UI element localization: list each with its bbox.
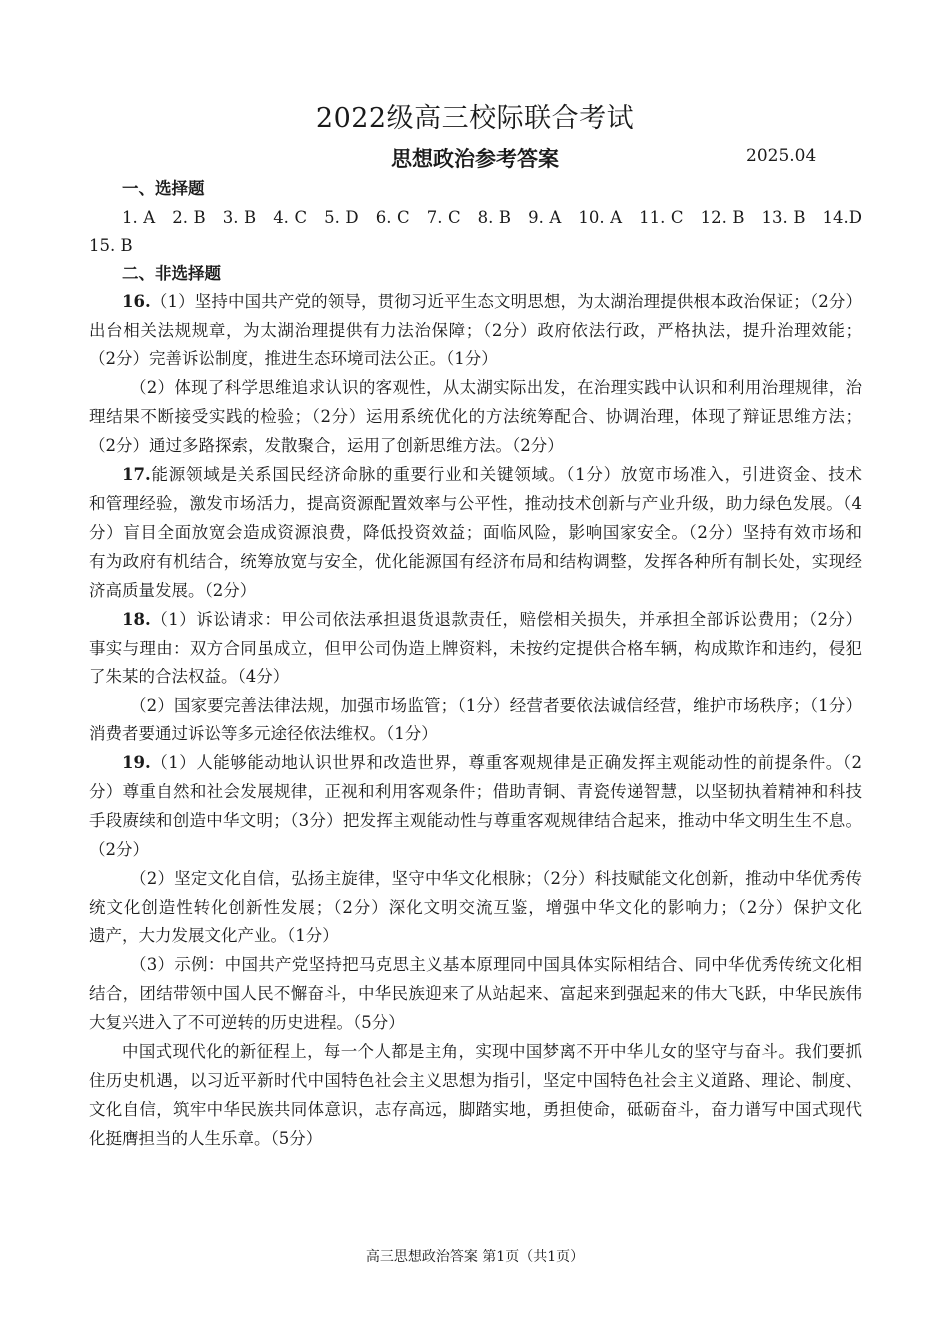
q19-line-3: 手段赓续和创造中华文明；（3分）把发挥主观能动性与尊重客观规律结合起来，推动中华文明生生不息。: [89, 811, 862, 830]
q19-line-4: （2分）: [89, 840, 149, 859]
choice-answers-line-1: 1. A 2. B 3. B 4. C 5. D 6. C 7. C 8. B 9. A 10. A 11. C 12. B 13. B 14.D: [122, 208, 862, 227]
q16-line-6: （2分）通过多路探索，发散聚合，运用了创新思维方法。（2分）: [89, 436, 564, 455]
page-footer: 高三思想政治答案 第1页（共1页）: [365, 1249, 585, 1265]
q16-line-2: 出台相关法规规章，为太湖治理提供有力法治保障；（2分）政府依法行政，严格执法，提升治理效能；: [89, 321, 862, 340]
q18-line-4: （2）国家要完善法律法规，加强市场监管；（1分）经营者要依法诚信经营，维护市场秩序；（1分）: [130, 696, 862, 715]
question-number: 19.: [122, 753, 151, 772]
q19-line-11: 中国式现代化的新征程上，每一个人都是主角，实现中国梦离不开中华儿女的坚守与奋斗。我们要抓: [122, 1042, 862, 1061]
question-number: 18.: [122, 610, 151, 629]
section-heading-nonchoice: 二、非选择题: [122, 264, 221, 283]
q19-line-6: 统文化创造性转化创新性发展；（2分）深化文明交流互鉴，增强中华文化的影响力；（2分）保护文化: [89, 898, 862, 917]
q17-text-1: 能源领域是关系国民经济命脉的重要行业和关键领域。（1分）放宽市场准入，引进资金、技术: [150, 465, 862, 484]
q19-line-1: [122, 753, 862, 773]
q17-line-4: 有为政府有机结合，统筹放宽与安全，优化能源国有经济布局和结构调整，发挥各种所有制长处，实现经: [89, 552, 862, 571]
q19-text-1: （1）人能够能动地认识世界和改造世界，尊重客观规律是正确发挥主观能动性的前提条件。（2: [150, 753, 862, 772]
q19-line-7: 遗产，大力发展文化产业。（1分）: [89, 926, 339, 945]
subject-title: 思想政治参考答案: [391, 146, 559, 171]
question-number: 17.: [122, 465, 151, 484]
section-heading-choice: 一、选择题: [122, 179, 205, 198]
choice-answers-line-2: 15. B: [89, 236, 133, 255]
exam-title: 2022级高三校际联合考试: [315, 103, 635, 134]
q17-line-5: 济高质量发展。（2分）: [89, 581, 257, 600]
exam-date: 2025.04: [746, 146, 817, 166]
q19-line-9: 结合，团结带领中国人民不懈奋斗，中华民族迎来了从站起来、富起来到强起来的伟大飞跃，中华民族伟: [89, 984, 862, 1003]
q16-text-1: （1）坚持中国共产党的领导，贯彻习近平生态文明思想，为太湖治理提供根本政治保证；（2分）: [150, 292, 862, 311]
q18-line-1: [122, 610, 862, 630]
q16-line-4: （2）体现了科学思维追求认识的客观性，从太湖实际出发，在治理实践中认识和利用治理规律，治: [130, 378, 862, 397]
q16-line-1: [122, 292, 862, 312]
q19-line-5: （2）坚定文化自信，弘扬主旋律，坚守中华文化根脉；（2分）科技赋能文化创新，推动中华优秀传: [130, 869, 862, 888]
q19-line-2: 分）尊重自然和社会发展规律，正视和利用客观条件；借助青铜、青瓷传递智慧，以坚韧执着精神和科技: [89, 782, 862, 801]
q19-line-14: 化挺膺担当的人生乐章。（5分）: [89, 1129, 323, 1148]
q19-line-13: 文化自信，筑牢中华民族共同体意识，志存高远，脚踏实地，勇担使命，砥砺奋斗，奋力谱写中国式现代: [89, 1100, 862, 1119]
q16-line-3: （2分）完善诉讼制度，推进生态环境司法公正。（1分）: [89, 349, 498, 368]
q18-line-5: 消费者要通过诉讼等多元途径依法维权。（1分）: [89, 724, 438, 743]
question-number: 16.: [122, 292, 151, 311]
q19-line-12: 住历史机遇，以习近平新时代中国特色社会主义思想为指引，坚定中国特色社会主义道路、理论、制度、: [89, 1071, 862, 1090]
q17-line-2: 和管理经验，激发市场活力，提高资源配置效率与公平性，推动技术创新与产业升级，助力绿色发展。（4: [89, 494, 862, 513]
q18-line-2: 事实与理由：双方合同虽成立，但甲公司伪造上牌资料，未按约定提供合格车辆，构成欺诈和违约，侵犯: [89, 639, 862, 658]
q17-line-1: [122, 465, 862, 485]
q18-line-3: 了朱某的合法权益。（4分）: [89, 667, 290, 686]
q16-line-5: 理结果不断接受实践的检验；（2分）运用系统优化的方法统筹配合、协调治理，体现了辩证思维方法；: [89, 407, 862, 426]
q19-line-10: 大复兴进入了不可逆转的历史进程。（5分）: [89, 1013, 405, 1032]
q19-line-8: （3）示例：中国共产党坚持把马克思主义基本原理同中国具体实际相结合、同中华优秀传统文化相: [130, 955, 862, 974]
q17-line-3: 分）盲目全面放宽会造成资源浪费，降低投资效益；面临风险，影响国家安全。（2分）坚持有效市场和: [89, 523, 862, 542]
q18-text-1: （1）诉讼请求：甲公司依法承担退货退款责任，赔偿相关损失，并承担全部诉讼费用；（2分）: [150, 610, 862, 629]
